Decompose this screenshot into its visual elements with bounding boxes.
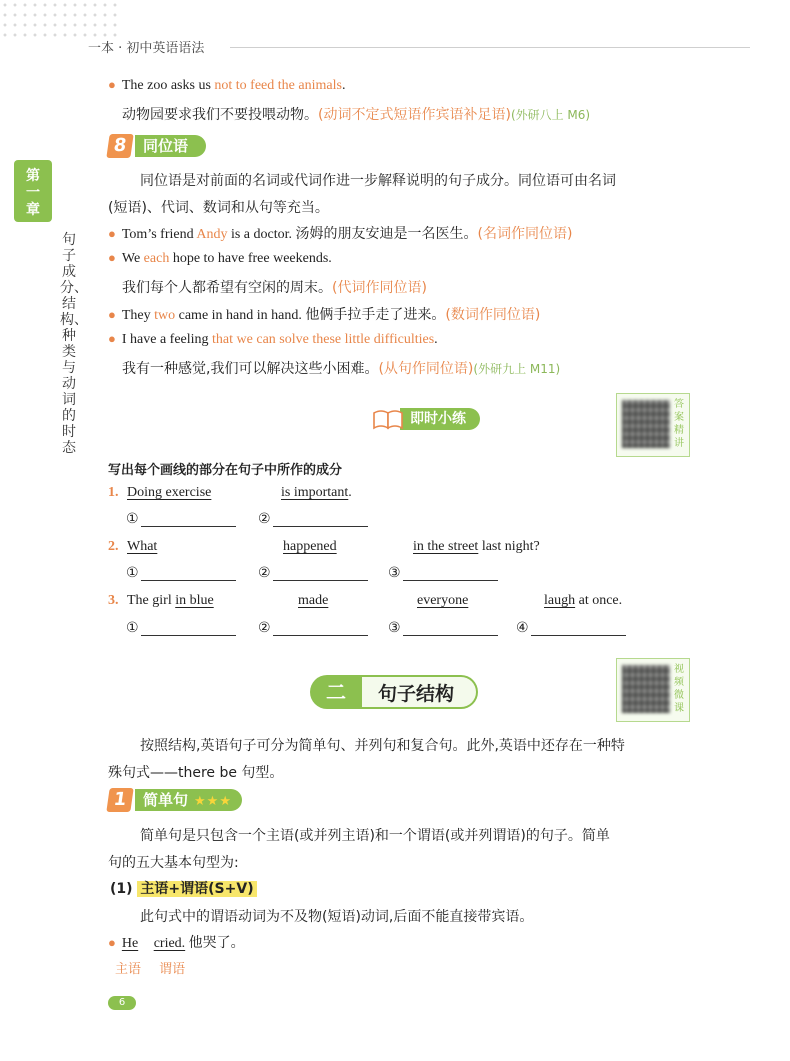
answer-blank[interactable]: [403, 566, 498, 581]
practice-badge: 即时小练: [372, 408, 480, 430]
answer-blank[interactable]: [273, 566, 368, 581]
practice-question-3: 3. The girl in blue made everyone laugh at once.: [108, 593, 623, 608]
example-translation: 动物园要求我们不要投喂动物。(动词不定式短语作宾语补足语)(外研八上 M6): [122, 107, 591, 123]
answer-blanks-3: ① ② ③ ④: [126, 620, 626, 636]
book-icon: [372, 408, 402, 430]
part-2-intro: 按照结构,英语句子可分为简单句、并列句和复合句。此外,英语中还存在一种特: [140, 738, 625, 754]
answer-blanks-1: ① ②: [126, 511, 368, 527]
qr-code-icon: [622, 665, 670, 713]
example-translation: 我有一种感觉,我们可以解决这些小困难。(从句作同位语)(外研九上 M11): [122, 361, 561, 377]
example-sentence: ● We each hope to have free weekends.: [108, 250, 332, 266]
qr-code-answers[interactable]: 答案精讲: [616, 393, 690, 457]
practice-instruction: 写出每个画线的部分在句子中所作的成分: [108, 463, 343, 478]
practice-question-1: 1. Doing exercise is important.: [108, 485, 352, 500]
section-1-intro: 简单句是只包含一个主语(或并列主语)和一个谓语(或并列谓语)的句子。简单: [140, 828, 610, 844]
bullet-icon: ●: [108, 77, 116, 92]
example-sentence: ● I have a feeling that we can solve these little difficulties.: [108, 331, 438, 347]
decorative-dot-pattern: [0, 0, 120, 40]
qr-code-icon: [622, 400, 670, 448]
answer-blank[interactable]: [141, 566, 236, 581]
example-sentence: ● The zoo asks us not to feed the animals.: [108, 77, 346, 93]
answer-blank[interactable]: [531, 621, 626, 636]
part-2-heading: 二 句子结构: [310, 672, 478, 712]
pattern-description: 此句式中的谓语动词为不及物(短语)动词,后面不能直接带宾语。: [140, 909, 534, 925]
grammar-note: (动词不定式短语作宾语补足语): [318, 107, 511, 123]
chapter-title-vertical: 句子成分、结构、种类与动词的时态: [60, 232, 88, 456]
example-labels: 主语 谓语: [115, 962, 186, 977]
section-8-badge: 8 同位语: [108, 134, 206, 158]
qr-code-video[interactable]: 视频微课: [616, 658, 690, 722]
answer-blank[interactable]: [273, 621, 368, 636]
answer-blank[interactable]: [141, 621, 236, 636]
running-head: 一本 · 初中英语语法: [88, 41, 205, 56]
answer-blank[interactable]: [141, 512, 236, 527]
star-rating-icon: ★★★: [194, 794, 232, 809]
bullet-icon: ●: [108, 250, 116, 265]
section-1-badge: 1 简单句 ★★★: [108, 788, 242, 812]
chapter-tab-label: 第一章: [26, 168, 40, 218]
page-number: 6: [108, 996, 136, 1010]
answer-blank[interactable]: [403, 621, 498, 636]
section-8-intro: 同位语是对前面的名词或代词作进一步解释说明的句子成分。同位语可由名词: [140, 173, 616, 189]
source-ref: (外研八上 M6): [510, 108, 591, 122]
part-2-intro-cont: 殊句式——there be 句型。: [108, 765, 284, 781]
section-8-intro-cont: (短语)、代词、数词和从句等充当。: [108, 200, 329, 216]
bullet-icon: ●: [108, 307, 116, 322]
section-1-intro-cont: 句的五大基本句型为:: [108, 855, 239, 871]
bullet-icon: ●: [108, 935, 116, 950]
answer-blank[interactable]: [273, 512, 368, 527]
example-sentence: ● He cried. 他哭了。: [108, 935, 245, 951]
example-sentence: ● Tom’s friend Andy is a doctor. 汤姆的朋友安迪是一名医生。(名词作同位语): [108, 226, 573, 242]
example-sentence: ● They two came in hand in hand. 他俩手拉手走了进来。(数词作同位语): [108, 307, 541, 323]
highlight-phrase: not to feed the animals: [214, 78, 342, 93]
example-translation: 我们每个人都希望有空闲的周末。(代词作同位语): [122, 280, 427, 296]
practice-question-2: 2. What happened in the street last night?: [108, 539, 540, 554]
chapter-tab[interactable]: [14, 160, 52, 222]
answer-blanks-2: ① ② ③: [126, 565, 498, 581]
bullet-icon: ●: [108, 331, 116, 346]
sentence-pattern-heading: (1) 主语+谓语(S+V): [110, 878, 257, 898]
bullet-icon: ●: [108, 226, 116, 241]
header-divider: [230, 47, 750, 48]
